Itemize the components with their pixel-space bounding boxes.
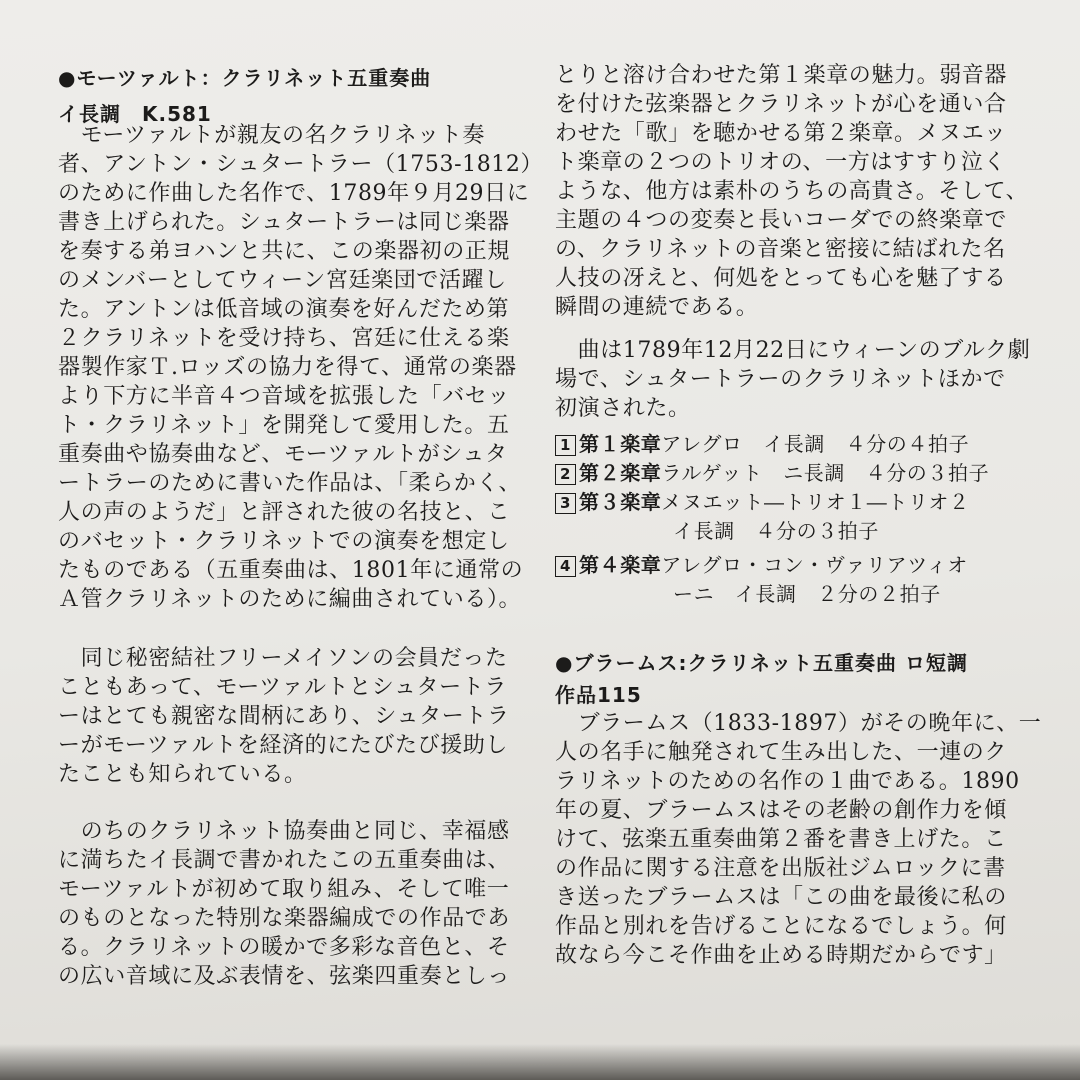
brahms-heading-opus: 作品115 <box>555 683 642 707</box>
text-line: ブラームス（1833-1897）がその晩年に、一 <box>555 711 1042 736</box>
text-line: ２クラリネットを受け持ち、宮廷に仕える楽 <box>58 326 510 351</box>
movement-number-box: 3 <box>555 493 576 514</box>
text-line: とりと溶け合わせた第１楽章の魅力。弱音器 <box>555 63 1008 88</box>
text-line: 人の名手に触発されて生み出した、一連のク <box>555 740 1008 765</box>
text-line: の作品に関する注意を出版社ジムロックに書 <box>555 856 1006 881</box>
text-line: ト・クラリネット」を開発して愛用した。五 <box>58 413 510 438</box>
text-line: に満ちたイ長調で書かれたこの五重奏曲は、 <box>58 848 511 873</box>
text-line: けて、弦楽五重奏曲第２番を書き上げた。こ <box>555 827 1007 852</box>
text-line: モーツァルトが初めて取り組み、そして唯一 <box>58 877 510 902</box>
text-line: 書き上げられた。シュタートラーは同じ楽器 <box>58 210 510 235</box>
movement-4-continued: ーニ イ長調 ２分の２拍子 <box>673 582 941 606</box>
text-line: ートラーのために書いた作品は、「柔らかく、 <box>58 471 522 496</box>
text-line: 瞬間の連続である。 <box>555 295 759 320</box>
text-line: 人技の冴えと、何処をとっても心を魅了する <box>555 266 1007 291</box>
movement-number-box: 2 <box>555 464 576 485</box>
text-line: のちのクラリネット協奏曲と同じ、幸福感 <box>58 819 510 844</box>
text-line: 曲は1789年12月22日にウィーンのブルク劇 <box>555 338 1031 363</box>
movement-text: アレグロ イ長調 ４分の４拍子 <box>661 432 970 456</box>
text-line: 人の声のようだ」と評された彼の名技と、こ <box>58 500 511 525</box>
mozart-heading: ●モーツァルト：クラリネット五重奏曲 <box>58 66 432 90</box>
text-line: わせた「歌」を聴かせる第２楽章。メヌエッ <box>555 121 1007 146</box>
text-line: ーはとても親密な間柄にあり、シュタートラ <box>58 704 510 729</box>
movement-text: アレグロ・コン・ヴァリアツィオ <box>661 553 968 577</box>
text-line: 故なら今こそ作曲を止める時期だからです」 <box>555 943 1007 968</box>
movement-label: 第４楽章 <box>579 553 662 577</box>
text-line: ラリネットのための名作の１曲である。1890 <box>555 769 1020 794</box>
text-line: のために作曲した名作で、1789年９月29日に <box>58 181 530 206</box>
text-line: のメンバーとしてウィーン宮廷楽団で活躍し <box>58 268 507 293</box>
text-line: 者、アントン・シュタートラー（1753-1812） <box>58 152 544 177</box>
text-line: ーがモーツァルトを経済的にたびたび援助し <box>58 733 509 758</box>
text-line: た。アントンは低音域の演奏を好んだため第 <box>58 297 510 322</box>
movement-label: 第１楽章 <box>579 432 662 456</box>
text-line: る。クラリネットの暖かで多彩な音色と、そ <box>58 935 510 960</box>
movement-number-box: 4 <box>555 556 576 577</box>
movement-3-continued: イ長調 ４分の３拍子 <box>673 519 879 543</box>
brahms-heading: ●ブラームス:クラリネット五重奏曲 ロ短調 <box>555 651 969 675</box>
movement-label: 第２楽章 <box>579 461 662 485</box>
text-line: のものとなった特別な楽器編成での作品であ <box>58 906 511 931</box>
text-line: を付けた弦楽器とクラリネットが心を通い合 <box>555 92 1007 117</box>
text-line: たものである（五重奏曲は、1801年に通常の <box>58 558 524 583</box>
text-line: の、クラリネットの音楽と密接に結ばれた名 <box>555 237 1006 262</box>
text-line: Ａ管クラリネットのために編曲されている）。 <box>58 587 522 612</box>
movement-text: メヌエット―トリオ１―トリオ２ <box>661 490 970 514</box>
text-line: のバセット・クラリネットでの演奏を想定し <box>58 529 510 554</box>
text-line: の広い音域に及ぶ表情を、弦楽四重奏としっ <box>58 964 511 989</box>
movement-number-box: 1 <box>555 435 576 456</box>
text-line: き送ったブラームスは「この曲を最後に私の <box>555 885 1008 910</box>
text-line: ト楽章の２つのトリオの、一方はすすり泣く <box>555 150 1007 175</box>
text-line: 年の夏、ブラームスはその老齢の創作力を傾 <box>555 798 1008 823</box>
text-line: 主題の４つの変奏と長いコーダでの終楽章で <box>555 208 1008 233</box>
movement-text: ラルゲット ニ長調 ４分の３拍子 <box>661 461 990 485</box>
text-line: 器製作家Ｔ.ロッズの協力を得て、通常の楽器 <box>58 355 517 380</box>
text-line: を奏する弟ヨハンと共に、この楽器初の正規 <box>58 239 511 264</box>
text-line: モーツァルトが親友の名クラリネット奏 <box>58 123 485 148</box>
text-line: こともあって、モーツァルトとシュタートラ <box>58 675 507 700</box>
text-line: より下方に半音４つ音域を拡張した「バセッ <box>58 384 511 409</box>
text-line: 初演された。 <box>555 396 691 421</box>
text-line: 作品と別れを告げることになるでしょう。何 <box>555 914 1007 939</box>
text-line: 重奏曲や協奏曲など、モーツァルトがシュタ <box>58 442 508 467</box>
text-line: 同じ秘密結社フリーメイソンの会員だった <box>58 646 508 671</box>
mozart-heading-key: イ長調 K.581 <box>58 102 212 126</box>
page-bottom-shadow <box>0 1044 1080 1080</box>
text-line: 場で、シュタートラーのクラリネットほかで <box>555 367 1006 392</box>
movement-label: 第３楽章 <box>579 490 662 514</box>
text-line: ような、他方は素朴のうちの高貴さ。そして、 <box>555 179 1029 204</box>
text-line: たことも知られている。 <box>58 762 307 787</box>
